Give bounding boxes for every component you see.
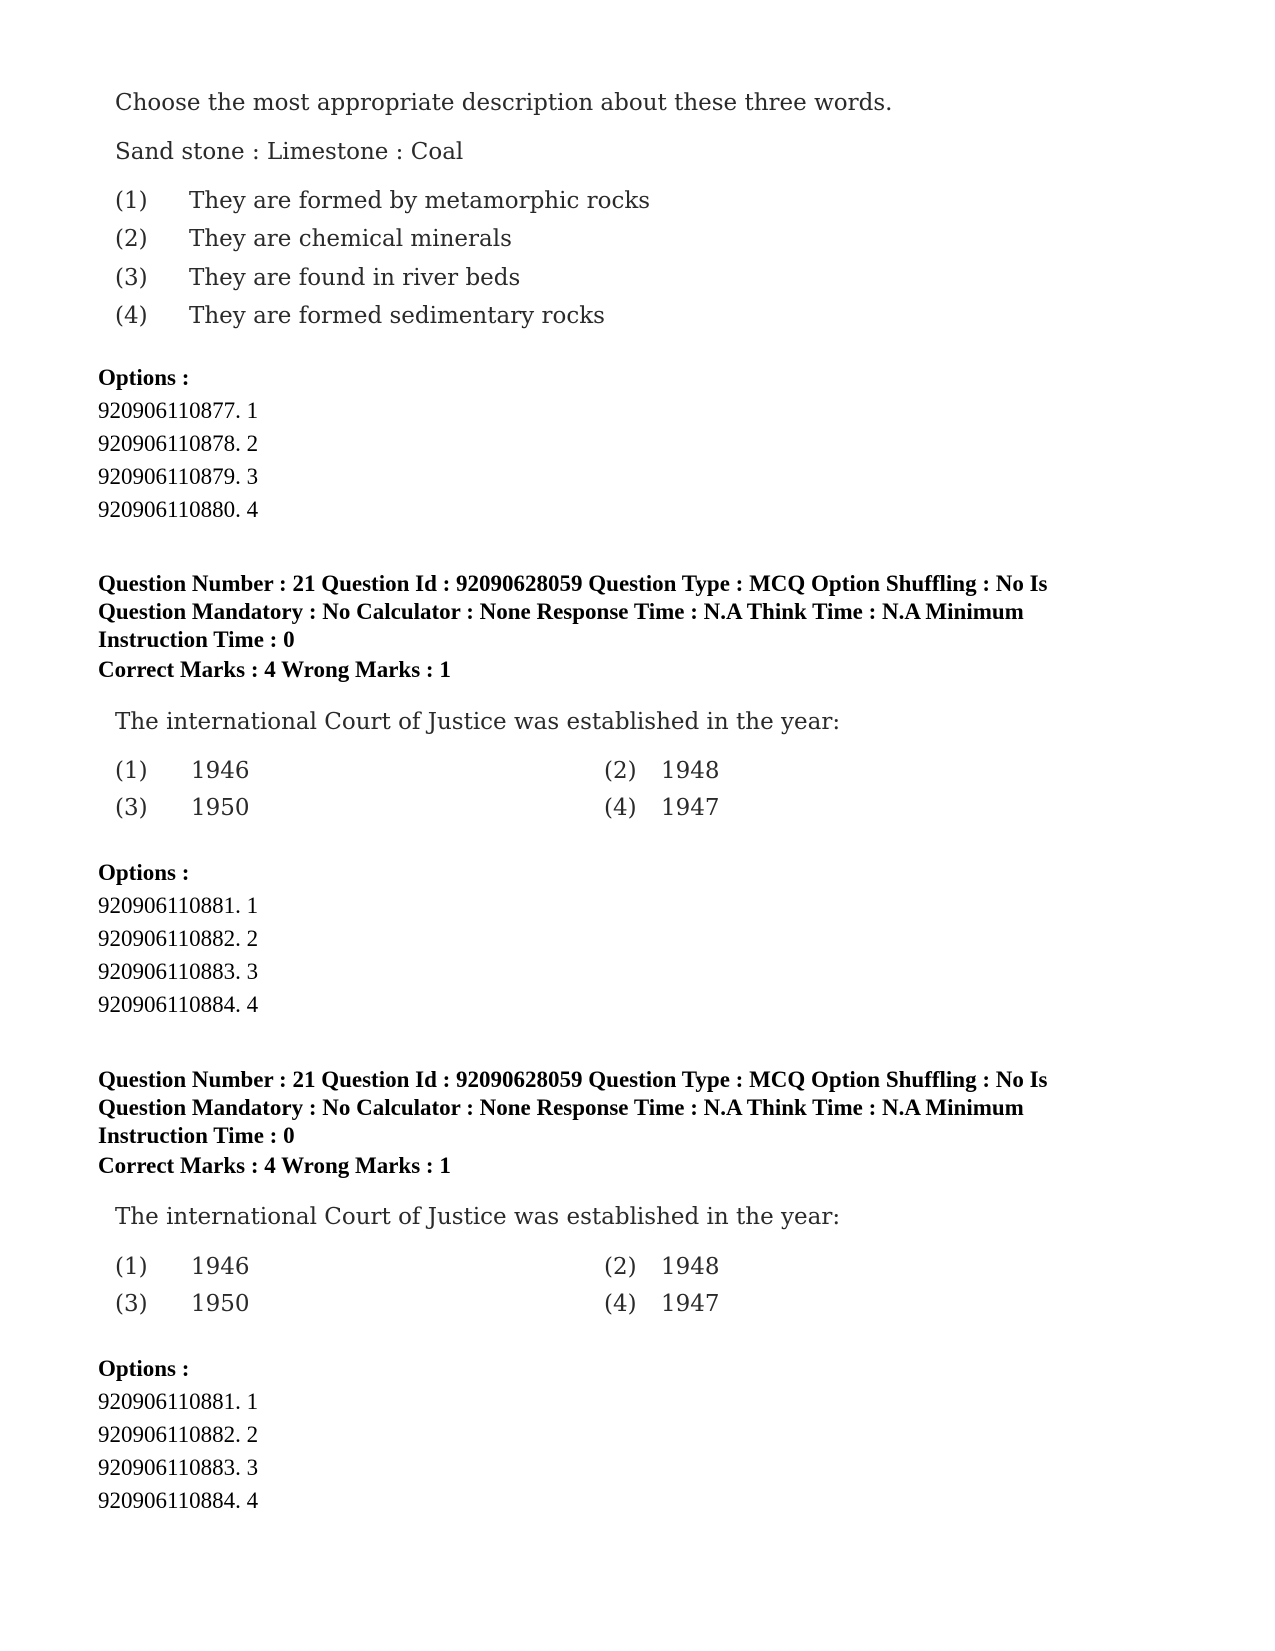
choice-number: (1) (115, 1254, 148, 1280)
question-words: Sand stone : Limestone : Coal (115, 139, 464, 165)
question-meta-line: Question Mandatory : No Calculator : None Response Time : N.A Think Time : N.A Minimum (98, 1095, 1024, 1120)
choice-number: (4) (604, 1291, 637, 1317)
choice-row (604, 1293, 724, 1317)
choice-text: 1946 (191, 1254, 250, 1280)
choice-row (604, 797, 724, 821)
choice-number: (3) (115, 795, 148, 821)
question-stem: The international Court of Justice was established in the year: (115, 1204, 841, 1230)
question-meta (98, 1066, 1048, 1150)
option-id: 920906110880. 4 (98, 497, 259, 522)
choice-row (115, 228, 815, 252)
option-id: 920906110883. 3 (98, 959, 259, 984)
option-id: 920906110877. 1 (98, 398, 259, 423)
choice-row (115, 795, 250, 821)
options-label: Options : (98, 365, 190, 390)
choice-row (115, 305, 815, 329)
choice-number: (1) (115, 758, 148, 784)
option-id: 920906110878. 2 (98, 431, 259, 456)
question-meta (98, 570, 1048, 654)
choice-number: (3) (115, 1291, 148, 1317)
question-meta-line: Instruction Time : 0 (98, 1123, 295, 1148)
question-meta-line: Question Number : 21 Question Id : 92090628059 Question Type : MCQ Option Shuffling : No Is (98, 571, 1048, 596)
choice-text: 1950 (191, 795, 250, 821)
choice-row (115, 267, 815, 291)
choice-text: 1948 (661, 1254, 720, 1280)
option-id: 920906110881. 1 (98, 1389, 259, 1414)
choice-row (115, 190, 815, 214)
choice-row (604, 760, 724, 784)
choice-text: 1950 (191, 1291, 250, 1317)
option-id: 920906110882. 2 (98, 926, 259, 951)
question-marks: Correct Marks : 4 Wrong Marks : 1 (98, 657, 451, 682)
choice-text: 1947 (661, 795, 720, 821)
question-stem: The international Court of Justice was established in the year: (115, 709, 841, 735)
question-stem: Choose the most appropriate description about these three words. (115, 90, 893, 116)
choice-row (115, 1291, 250, 1317)
choice-text: They are formed sedimentary rocks (189, 303, 605, 329)
choice-text: They are formed by metamorphic rocks (189, 188, 651, 214)
question-meta-line: Question Number : 21 Question Id : 92090628059 Question Type : MCQ Option Shuffling : No Is (98, 1067, 1048, 1092)
choice-text: They are found in river beds (189, 265, 521, 291)
option-id: 920906110884. 4 (98, 992, 259, 1017)
option-id: 920906110882. 2 (98, 1422, 259, 1447)
choice-row (115, 1254, 250, 1280)
choice-number: (2) (604, 758, 637, 784)
option-id: 920906110883. 3 (98, 1455, 259, 1480)
choice-row (604, 1256, 724, 1280)
choice-number: (2) (604, 1254, 637, 1280)
choice-text: 1946 (191, 758, 250, 784)
question-marks: Correct Marks : 4 Wrong Marks : 1 (98, 1153, 451, 1178)
options-label: Options : (98, 1356, 190, 1381)
choice-number: (1) (115, 188, 148, 214)
choice-number: (2) (115, 226, 148, 252)
choice-text: They are chemical minerals (189, 226, 512, 252)
choice-number: (4) (604, 795, 637, 821)
choice-row (115, 758, 250, 784)
option-id: 920906110879. 3 (98, 464, 259, 489)
question-meta-line: Instruction Time : 0 (98, 627, 295, 652)
choice-text: 1948 (661, 758, 720, 784)
option-id: 920906110881. 1 (98, 893, 259, 918)
option-id: 920906110884. 4 (98, 1488, 259, 1513)
options-label: Options : (98, 860, 190, 885)
choice-number: (4) (115, 303, 148, 329)
choice-text: 1947 (661, 1291, 720, 1317)
choice-number: (3) (115, 265, 148, 291)
question-meta-line: Question Mandatory : No Calculator : None Response Time : N.A Think Time : N.A Minimum (98, 599, 1024, 624)
